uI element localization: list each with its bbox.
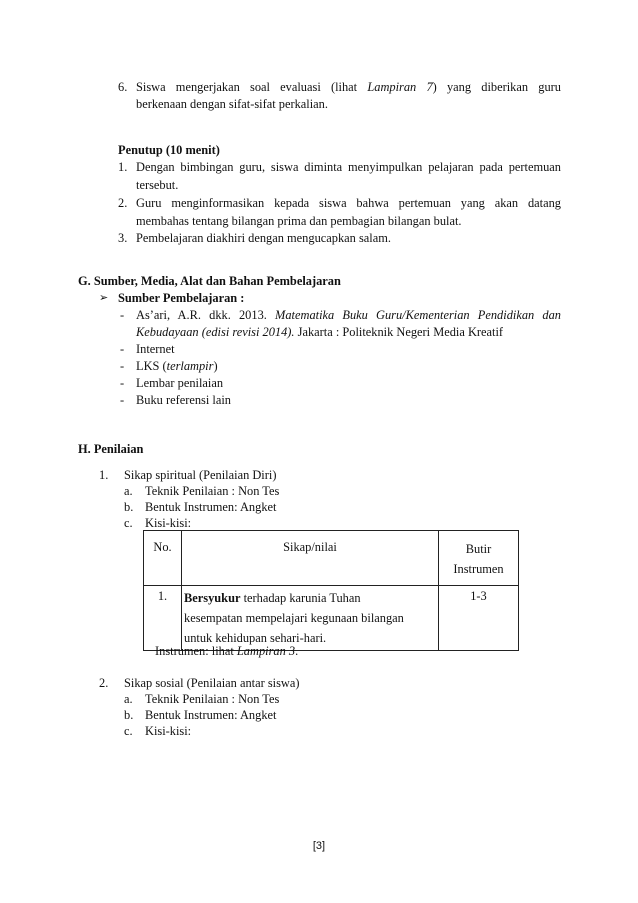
arrow-bullet-icon: ➢ [99, 291, 109, 304]
teknik-penilaian-1: Teknik Penilaian : Non Tes [145, 484, 280, 498]
step6-line2: berkenaan dengan sifat-sifat perkalian. [136, 97, 328, 111]
row-no: 1. [144, 586, 182, 651]
ref-dash: - [120, 308, 125, 322]
reference-line2: Kebudayaan (edisi revisi 2014). Jakarta : Politeknik Negeri Media Kreatif [136, 325, 504, 339]
bentuk-instrumen-1: Bentuk Instrumen: Angket [145, 500, 277, 514]
sumber-pembelajaran-label: Sumber Pembelajaran : [118, 291, 245, 305]
penutup-item-3-line1: Pembelajaran diakhiri dengan mengucapkan salam. [136, 231, 391, 245]
penutup-title: Penutup (10 menit) [118, 143, 220, 157]
penutup-item-2-number: 2. [118, 196, 128, 210]
sikap-sosial-title: Sikap sosial (Penilaian antar siswa) [124, 676, 300, 690]
header-no: No. [144, 531, 182, 586]
penutup-item-1-number: 1. [118, 160, 128, 174]
lembar-dash: - [120, 376, 125, 390]
source-lembar-penilaian: Lembar penilaian [136, 376, 224, 390]
sikap-spiritual-title: Sikap spiritual (Penilaian Diri) [124, 468, 277, 482]
instrumen-reference: Instrumen: lihat Lampiran 3. [155, 644, 299, 658]
page-number: [3] [312, 840, 326, 852]
penutup-item-3-number: 3. [118, 231, 128, 245]
source-internet: Internet [136, 342, 175, 356]
source-buku-referensi: Buku referensi lain [136, 393, 231, 407]
kisi-kisi-table [143, 530, 519, 651]
internet-dash: - [120, 342, 125, 356]
bentuk-instrumen-2: Bentuk Instrumen: Angket [145, 708, 277, 722]
table-row [144, 586, 519, 651]
table-header-row [144, 531, 519, 586]
section-g-heading: G. Sumber, Media, Alat dan Bahan Pembelajaran [78, 274, 341, 288]
source-lks: LKS (terlampir) [136, 359, 218, 373]
letter-a: a. [124, 484, 133, 498]
section-h-heading: H. Penilaian [78, 442, 144, 456]
letter-b-2: b. [124, 708, 134, 722]
penutup-item-2-line2: membahas tentang bilangan prima dan pembagian bilangan bulat. [136, 214, 462, 228]
lks-dash: - [120, 359, 125, 373]
header-butir-instrumen: Butir Instrumen [439, 531, 519, 586]
reference-line1: As’ari, A.R. dkk. 2013. Matematika Buku Guru/Kementerian Pendidikan dan [136, 308, 561, 322]
teknik-penilaian-2: Teknik Penilaian : Non Tes [145, 692, 280, 706]
penutup-item-1-line2: tersebut. [136, 178, 179, 192]
row-sikap-nilai: Bersyukur terhadap karunia Tuhan kesempatan mempelajari kegunaan bilangan untuk kehidupan sehari-hari. [182, 586, 439, 651]
penutup-item-1-line1: Dengan bimbingan guru, siswa diminta menyimpulkan pelajaran pada pertemuan [136, 160, 561, 174]
penutup-item-2-line1: Guru menginformasikan kepada siswa bahwa pertemuan yang akan datang [136, 196, 561, 210]
buku-dash: - [120, 393, 125, 407]
letter-c-2: c. [124, 724, 133, 738]
sikap-spiritual-number: 1. [99, 468, 109, 482]
row-butir: 1-3 [439, 586, 519, 651]
letter-b: b. [124, 500, 134, 514]
letter-c: c. [124, 516, 133, 530]
header-sikap-nilai: Sikap/nilai [182, 531, 439, 586]
letter-a-2: a. [124, 692, 133, 706]
step6-number: 6. [118, 80, 128, 94]
kisi-kisi-1: Kisi-kisi: [145, 516, 192, 530]
sikap-sosial-number: 2. [99, 676, 109, 690]
kisi-kisi-2: Kisi-kisi: [145, 724, 192, 738]
step6-line1: Siswa mengerjakan soal evaluasi (lihat Lampiran 7) yang diberikan guru [136, 80, 561, 94]
